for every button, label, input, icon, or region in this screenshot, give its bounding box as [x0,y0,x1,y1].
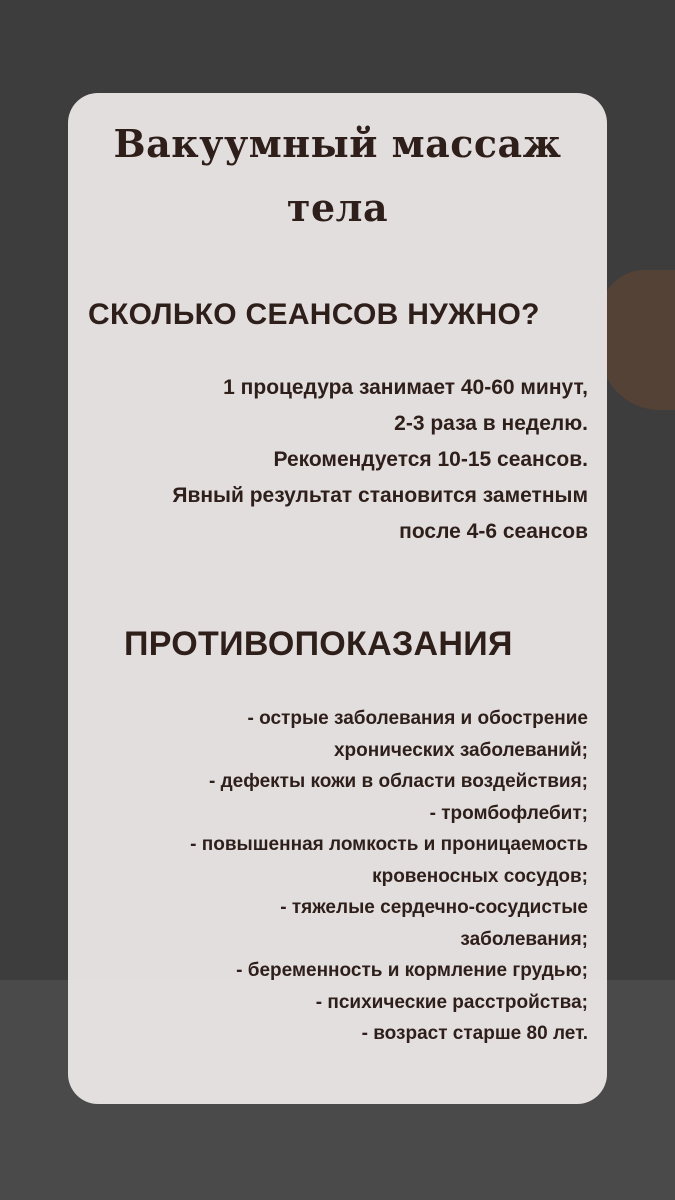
title-line: тела [286,185,389,230]
contraindication-line: - повышенная ломкость и проницаемость [190,834,588,855]
background-figure [600,270,675,410]
page-title [0,112,675,240]
contraindications-list [68,703,588,1050]
contraindication-line: - тромбофлебит; [429,802,588,824]
contraindication-line: кровеносных сосудов; [372,865,588,887]
sessions-line: Рекомендуется 10-15 сеансов. [273,448,588,471]
contraindication-line: - острые заболевания и обострение [247,708,588,729]
sessions-line: 1 процедура занимает 40-60 минут, [223,376,588,399]
contraindications-heading: ПРОТИВОПОКАЗАНИЯ [124,625,513,663]
sessions-heading: СКОЛЬКО СЕАНСОВ НУЖНО? [88,298,540,331]
contraindication-line: хронических заболеваний; [333,739,588,761]
title-line: Вакуумный массаж [113,121,562,166]
contraindication-line: заболевания; [460,928,588,950]
contraindication-line: - возраст старше 80 лет. [361,1023,588,1044]
sessions-line: после 4-6 сеансов [399,520,588,543]
sessions-line: Явный результат становится заметным [172,484,588,507]
contraindication-line: - беременность и кормление грудью; [236,960,588,981]
sessions-line: 2-3 раза в неделю. [394,412,588,435]
contraindication-line: - дефекты кожи в области воздействия; [208,771,588,792]
sessions-text [68,370,588,550]
contraindication-line: - тяжелые сердечно-сосудистые [280,897,588,918]
contraindication-line: - психические расстройства; [315,991,588,1013]
